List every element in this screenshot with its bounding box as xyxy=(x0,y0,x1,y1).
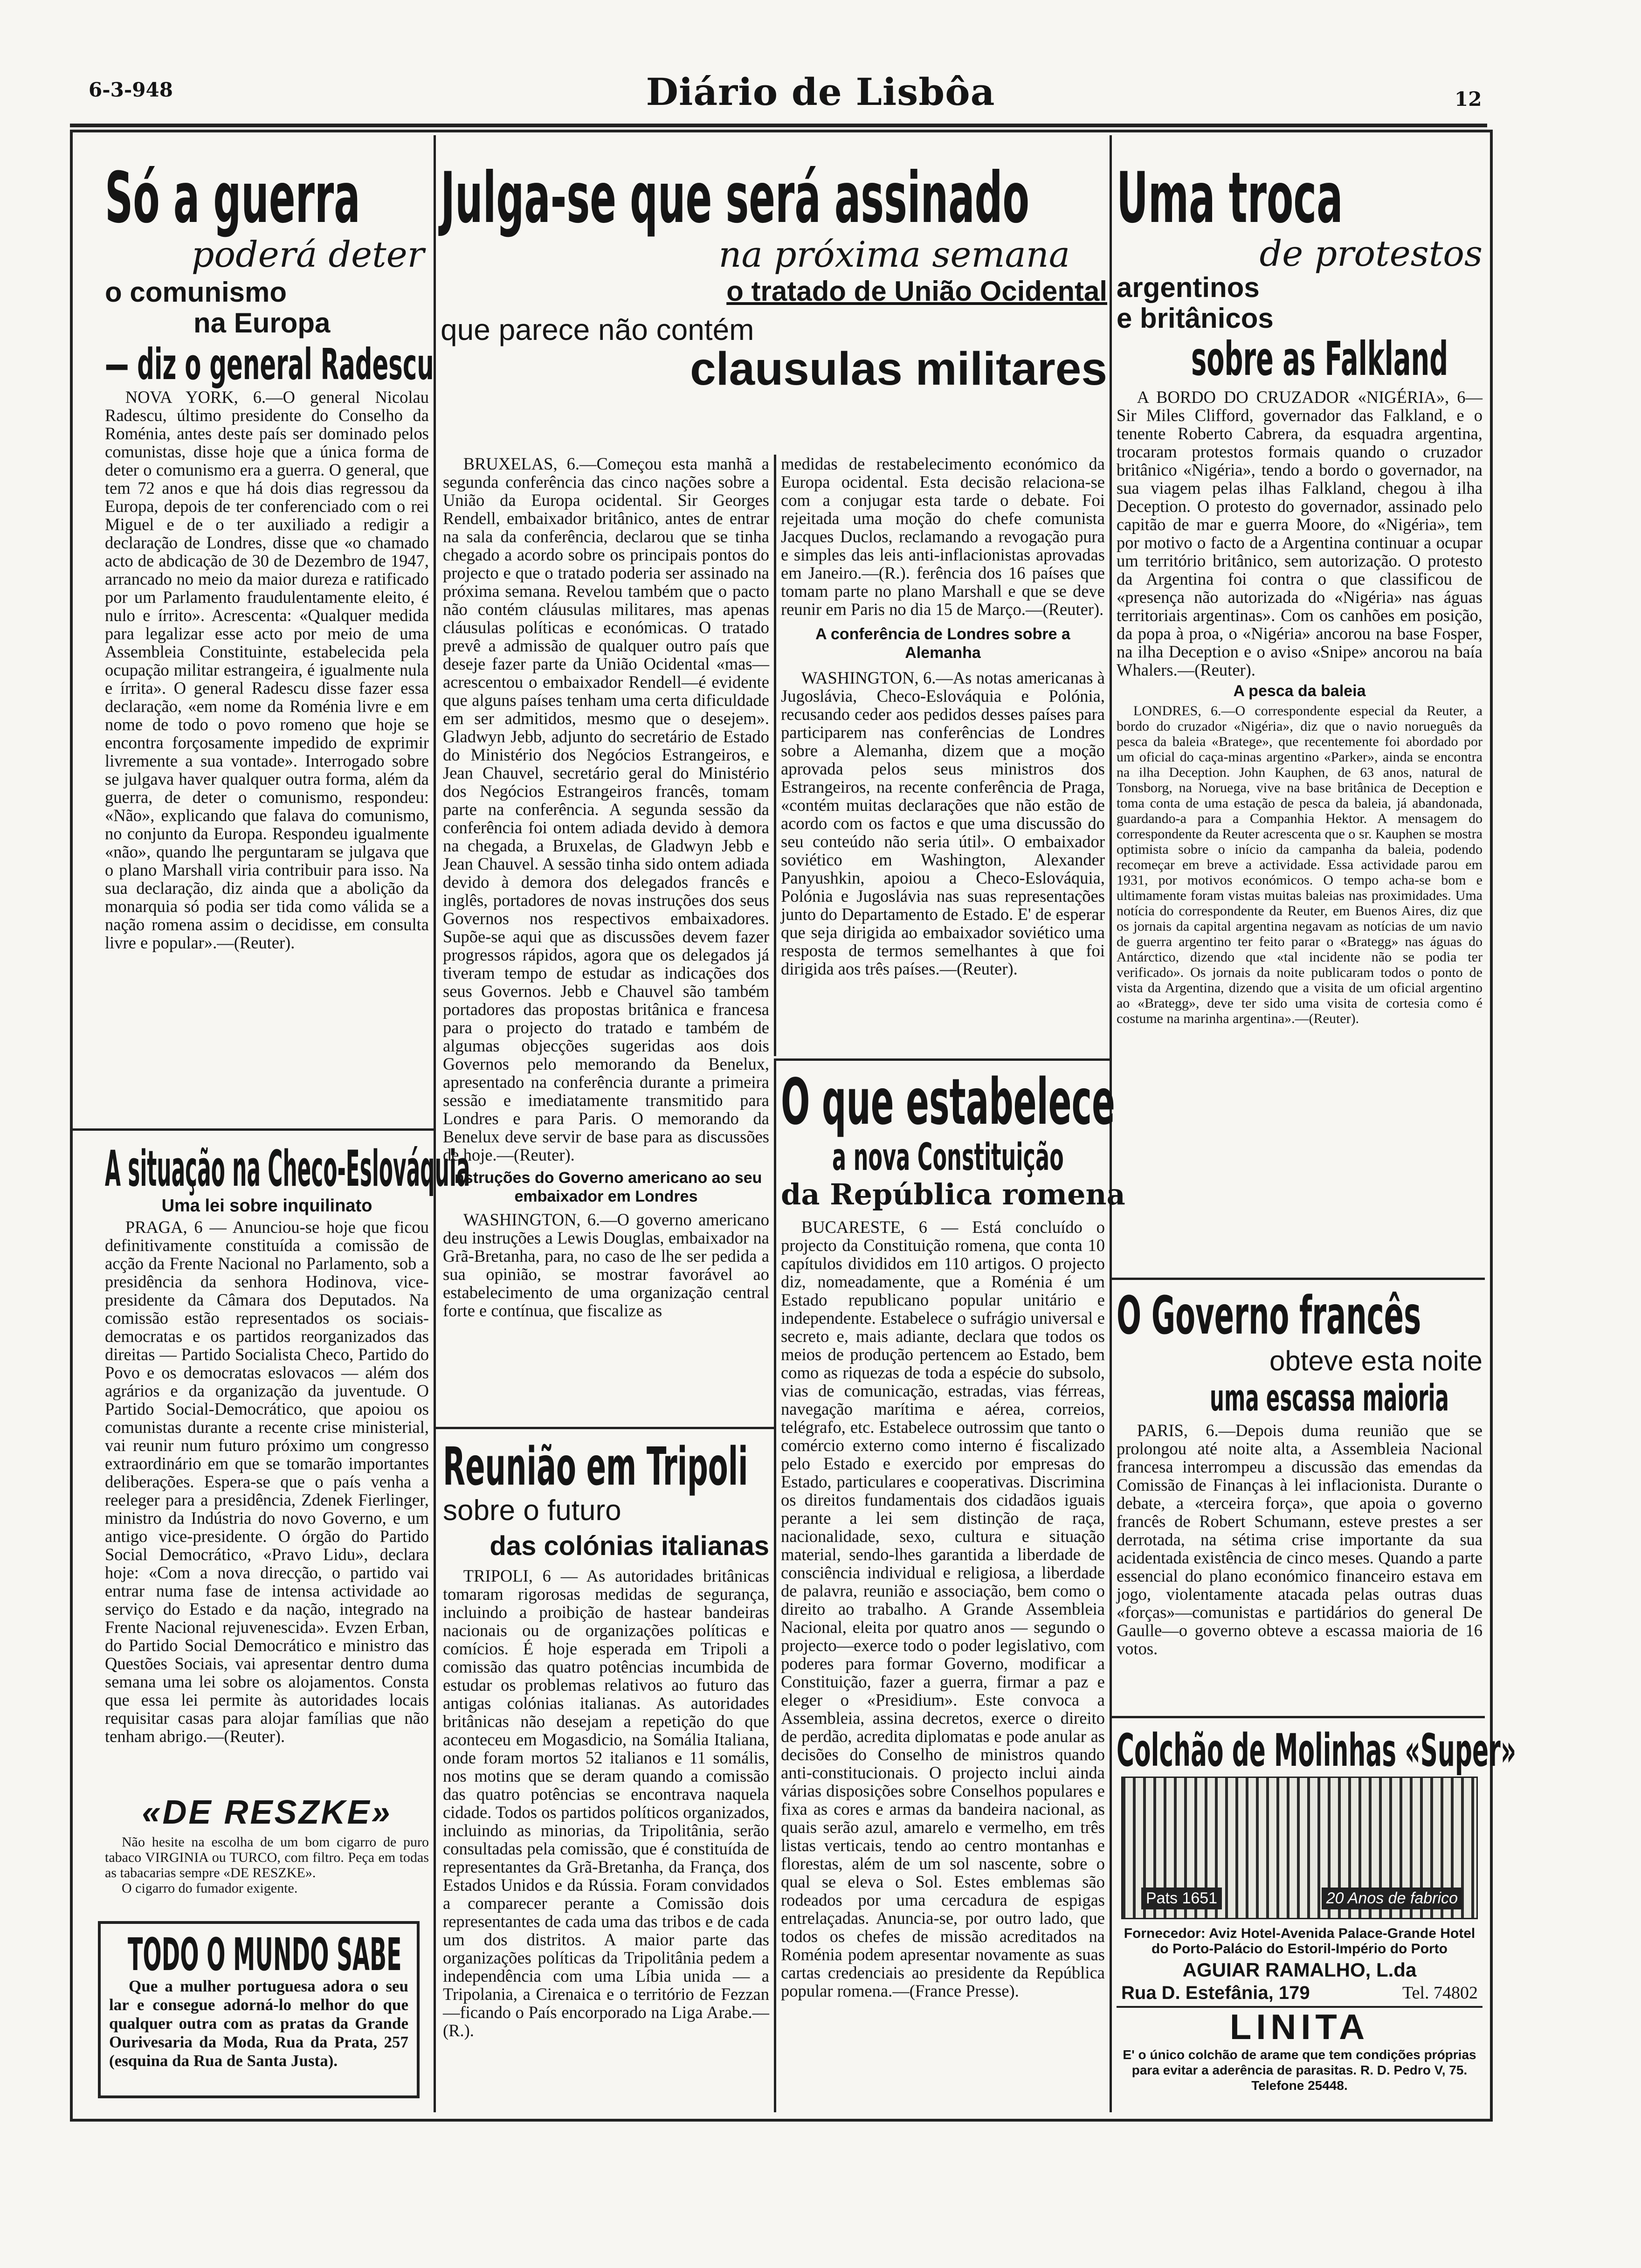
article-radescu-subhead4: — diz o general Radescu xyxy=(105,339,434,389)
article-falkland-subhead: de protestos xyxy=(1259,233,1482,274)
masthead-date: 6-3-948 xyxy=(89,78,173,101)
article-uniao-headline-block xyxy=(441,158,1107,452)
ad-colchao-address: Rua D. Estefânia, 179 xyxy=(1121,1983,1310,2004)
ad-de-reszke-title: «DE RESZKE» xyxy=(142,1794,392,1831)
article-radescu-subhead3: na Europa xyxy=(193,307,331,339)
row-rule-right2 xyxy=(1112,1716,1485,1718)
column-rule-2 xyxy=(774,455,776,1056)
article-checo-headline: A situação na Checo-Eslováquia xyxy=(105,1140,470,1197)
article-romena-body: BUCARESTE, 6 — Está concluído o projecto da Constituição romena, que conta 10 capítulos divididos em 110 artigos. O projecto diz, nomeadamente, que a Roménia é um Estado republicano popular unitário e independente. Estabelece o sufrágio universal e secreto e, mais adiante, declara que todos os meios de produção pertencem ao Estado, bem como as riquezas de toda a espécie do subsolo, vias de comunicação, estradas, vias férreas, navegação marítima e aérea, correios, telégrafo, etc. Estabelece outrossim que tanto o comércio externo como interno é fiscalizado pelo Estado e exercido por empresas do Estado, particulares e cooperativas. Discrimina os direitos fundamentais dos cidadãos iguais perante a lei sem distinção de raça, nacionalidade, sexo, cultura e situação material, sendo-lhes garantida a liberdade de consciência individual e religiosa, a liberdade de palavra, reunião e associação, bem como o direito ao trabalho. A Grande Assembleia Nacional, eleita por quatro anos — segundo o projecto—exerce todo o poder legislativo, com poderes para formar Governo, modificar a Constituição, fazer a guerra, firmar a paz e eleger o «Presidium». Este convoca a Assembleia, assina decretos, exerce o direito de perdão, acredita diplomatas e pode anular as decisões do Conselho de ministros quando anti-constitucionais. O projecto inclui ainda várias disposições sobre Conselhos populares e fixa as cores e armas da bandeira nacional, as quais serão azul, amarelo e vermelho, em três listas verticais, tendo ao centro montanhas e florestas, além de um sol nascente, sobre o qual se eleva o Sol. Estes emblemas são rodeados por uma cercadura de espigas entrelaçadas. Anuncia-se, por outro lado, que todos os chefes de missão acreditados na Roménia podem apresentar novamente as suas cartas credenciais ao presidente da República popular romena.—(France Presse). xyxy=(781,1217,1105,2001)
article-radescu-body: NOVA YORK, 6.—O general Nicolau Radescu, último presidente do Conselho da Roménia, antes deste país ser dominado pelos comunistas, disse hoje que a única forma de deter o comunismo era a guerra. O general, que tem 72 anos e que há dois dias regressou da Europa, depois de ter conferenciado com o rei Miguel e de o ter auxiliado a redigir a declaração de Londres, disse que «o chamado acto de abdicação de 30 de Dezembro de 1947, arrancado no meio da maior dureza e ratificado por um Parlamento fraudulentamente eleito, é nulo e írrito». Acrescenta: «Qualquer medida para legalizar esse acto por meio de uma Assembleia Constituinte, estabelecida pela ocupação militar estrangeira, é igualmente nula e írrita». O general Radescu disse fazer essa declaração, «em nome da Roménia livre e em nome de todo o povo romeno que hoje se encontra forçosamente impedido de exprimir livremente a sua vontade». Interrogado sobre se julgava haver qualquer outra forma, além da guerra, de deter o comunismo, respondeu: «Não», explicando que falava do comunismo, no conjunto da Europa. Respondeu igualmente «não», quando lhe perguntaram se julgava que o plano Marshall viria contribuir para isso. Na sua declaração, diz ainda que a abolição da monarquia só podia ser tida como válida se a nação romena assim o decidisse, em consulta livre e popular».—(Reuter). xyxy=(105,387,429,952)
article-tripoli-body: TRIPOLI, 6 — As autoridades britânicas tomaram rigorosas medidas de segurança, incluindo a proibição de hastear bandeiras nacionais ou de organizações políticas e comícios. É hoje esperada em Tripoli a comissão das quatro potências incumbida de estudar os problemas relativos ao futuro das antigas colónias italianas. As autoridades britânicas não desejam a repetição do que aconteceu em Mogasdicio, na Somália Italiana, onde foram mortos 52 italianos e 11 somális, nos motins que se deram quando a comissão das quatro potências se encontrava naquela cidade. Todos os partidos políticos organizados, incluindo as minorias, da Tripolitânia, serão consultadas pela comissão, que é constituída de representantes da Grã-Bretanha, da França, dos Estados Unidos e da Rússia. Foram convidados a comparecer perante a Comissão dois representantes de cada uma das tribos e de cada um dos distritos. A maior parte das organizações políticas da Tripolitânia pedem a independência com uma Líbia unida — a Tripolania, a Cirenaica e o território de Fezzan—ficando o País encorporado na Liga Arabe.—(R.). xyxy=(443,1566,769,2040)
row-rule-right xyxy=(1112,1278,1485,1280)
article-falkland-body2: LONDRES, 6.—O correspondente especial da Reuter, a bordo do cruzador «Nigéria», diz que o navio norueguês da pesca da baleia «Bratege», que recentemente foi abordado por um oficial do caça-minas argentino «Parker», ainda se encontra na ilha Deception. John Kauphen, de 63 anos, natural de Tonsborg, na Noruega, vive na base britânica de Deception e toma conta de uma estação de pesca da baleia, já abandonada, guardando-a para a Companhia Hektor. A mensagem do correspondente da Reuter acrescenta que o sr. Kauphen se mostra optimista sobre o início da campanha da baleia, podendo recomeçar em breve a actividade. Essa actividade parou em 1931, por motivos económicos. O tempo acha-se bom e ultimamente foram vistas muitas baleias nas proximidades. Uma notícia do correspondente da Reuter, em Buenos Aires, diz que os jornais da capital argentina negavam as notícias de um navio de guerra argentino ter feito parar o «Brategg» nas águas do Antárctico, dizendo que «tal incidente não se podia ter verificado». Os jornais da noite publicaram todos o ponto de vista da Argentina, dizendo que a visita de um oficial argentino ao «Brategg», deve ter sido uma visita de cortesia como é costume na marinha argentina».—(Reuter). xyxy=(1117,703,1482,1026)
ad-de-reszke-body: Não hesite na escolha de um bom cigarro de puro tabaco VIRGINIA ou TURCO, com filtro. Peça em todas as tabacarias sempre «DE RESZKE». xyxy=(105,1834,429,1881)
article-governo-frances-subhead: obteve esta noite xyxy=(1269,1345,1482,1376)
article-uniao-col-right xyxy=(781,455,1105,1056)
article-uniao-body-left2: WASHINGTON, 6.—O governo americano deu instruções a Lewis Douglas, embaixador na Grã-Bretanha, para, no caso de lhe ser pedida a sua opinião, se mostrar favorável ao estabelecimento de uma organização central forte e contínua, que fiscalize as xyxy=(443,1210,769,1320)
article-uniao-headline: Julga-se que será assinado xyxy=(441,158,1029,239)
article-radescu-subhead: poderá deter xyxy=(191,234,424,275)
article-uniao-subhead3: que parece não contém xyxy=(441,312,754,346)
ad-colchao-address-row xyxy=(1121,1983,1478,2003)
article-falkland xyxy=(1117,158,1482,1273)
article-checo-body: PRAGA, 6 — Anunciou-se hoje que ficou definitivamente constituída a comissão de acção da Frente Nacional no Parlamento, sob a presidência da senhora Hodinova, vice-presidente da Câmara dos Deputados. Na comissão estão representados os sociais-democratas e os partidos reorganizados das direitas — Partido Socialista Checo, Partido do Povo e os democratas eslovacos — além dos agrários e da organização da juventude. O Partido Social-Democrático, que apoiou os comunistas durante a recente crise ministerial, vai reunir num futuro próximo um congresso extraordinário em que se tomarão importantes deliberações. Espera-se que o país venha a reeleger para a presidência, Zdenek Fierlinger, ministro da Indústria do novo Governo, e um antigo vice-presidente. O órgão do Partido Social Democrático, «Pravo Lidu», declara hoje: «Com a nova direcção, o partido vai entrar numa fase de intensa actividade ao serviço do Estado e da nação, integrado na Frente Nacional rejuvenescida». Evzen Erban, do Partido Social Democrático e ministro das Questões Sociais, vai apresentar dentro duma semana uma lei sobre os alojamentos. Consta que essa lei permite às autoridades locais requisitar casas para alojar famílias que não tenham abrigo.—(Reuter). xyxy=(105,1217,429,1746)
article-governo-frances-headline: O Governo francês xyxy=(1117,1286,1421,1346)
article-governo-frances xyxy=(1117,1287,1482,1711)
article-uniao-body-right: medidas de restabelecimento económico da Europa ocidental. Esta decisão relaciona-se com a conjugar esta tarde o debate. Foi rejeitada uma moção do chefe comunista Jacques Duclos, reclamando a revogação pura e simples das leis anti-inflacionistas aprovadas em Janeiro.—(R.). ferência dos 16 países que tomam parte no plano Marshall e que se deve reunir em Paris no dia 15 de Março.—(Reuter). xyxy=(781,454,1105,619)
article-tripoli-subhead2: das colónias italianas xyxy=(490,1531,769,1562)
article-tripoli-subhead: sobre o futuro xyxy=(443,1494,621,1527)
ad-de-reszke-tagline: O cigarro do fumador exigente. xyxy=(122,1880,298,1896)
ad-colchao-badge1: Pats 1651 xyxy=(1141,1888,1222,1909)
ad-todo-o-mundo-body: Que a mulher portuguesa adora o seu lar e consegue adorná-lo melhor do que qualquer outra com as pratas da Grande Ourivesaria da Moda, Rua da Prata, 257 (esquina da Rua de Santa Justa). xyxy=(109,1977,408,2070)
article-falkland-headline: Uma troca xyxy=(1117,158,1343,239)
article-uniao-subhead: na próxima semana xyxy=(718,234,1070,275)
article-falkland-subhead3: e britânicos xyxy=(1117,302,1274,334)
article-uniao-body-right2: WASHINGTON, 6.—As notas americanas à Jugoslávia, Checo-Eslováquia e Polónia, recusando ceder aos pedidos desses países para participarem nas conferências de Londres sobre a Alemanha, dizem que a moção aprovada pelos seus ministros dos Estrangeiros, na recente conferência de Praga, «contém muitas declarações que não estão de acordo com os factos e que uma discussão do seu conteúdo não seria útil». O embaixador soviético em Washington, Alexander Panyushkin, apoiou a Checo-Eslováquia, Polónia e Jugoslávia nas suas representações junto do Departamento de Estado. E' de esperar que seja dirigida ao embaixador soviético uma resposta de termos semelhantes à que foi dirigida aos três países.—(Reuter). xyxy=(781,668,1105,978)
article-tripoli xyxy=(443,1436,769,2112)
article-falkland-subhead4: sobre as Falkland xyxy=(1191,331,1448,386)
ad-colchao-badge2: 20 Anos de fabrico xyxy=(1322,1888,1462,1909)
ad-colchao-company: AGUIAR RAMALHO, L.da xyxy=(1182,1959,1417,1981)
ad-todo-o-mundo xyxy=(98,1921,420,2098)
article-uniao-subhead5: Instruções do Governo americano ao seu embaixador em Londres xyxy=(450,1169,762,1205)
article-radescu-subhead2: o comunismo xyxy=(105,276,287,308)
row-rule-mid2 xyxy=(776,1058,1110,1061)
article-romena-headline: O que estabelece xyxy=(781,1065,1115,1139)
ad-colchao-brand: LINITA xyxy=(1117,2006,1482,2047)
article-romena xyxy=(781,1065,1125,2112)
article-romena-subhead2: da República romena xyxy=(781,1177,1125,1211)
article-uniao-body-left: BRUXELAS, 6.—Começou esta manhã a segunda conferência das cinco nações sobre a União da Europa ocidental. Sir Georges Rendell, embaixador britânico, antes de entrar na sala da conferência, declarou que se tinha chegado a acordo sobre os principais pontos do projecto e que o tratado poderia ser assinado na próxima semana. Revelou também que o pacto não contém cláusulas militares, mas apenas cláusulas políticas e económicas. O tratado prevê a admissão de qualquer outro país que deseje fazer parte da União Ocidental «mas—acrescentou o embaixador Rendell—é evidente que alguns países tenham uma certa dificuldade em ser admitidos, mesmo que o desejem». Gladwyn Jebb, adjunto do secretário de Estado do Ministério dos Negócios Estrangeiros, e Jean Chauvel, secretário geral do Ministério dos Negócios Estrangeiros francês, tomam parte na conferência. A segunda sessão da conferência foi ontem adiada devido à demora na chegada, a Bruxelas, de Gladwyn Jebb e Jean Chauvel. A sessão tinha sido ontem adiada devido à demora dos delegados francês e inglês, portadores de novas instruções dos seus Governos nos respectivos embaixadores. Supõe-se aqui que as discussões devem fazer progressos rápidos, agora que os delegados já tiveram tempo de estudar as indicações dos seus Governos. Jebb e Chauvel são também portadores das propostas britânica e francesa para o projecto do tratado e também de algumas objecções sugeridas aos dois Governos pelo memorando da Benelux, apresentado na conferência durante a primeira sessão e imediatamente transmitido para Londres e para Paris. O memorando da Benelux deve servir de base para as discussões de hoje.—(Reuter). xyxy=(443,454,769,1164)
article-falkland-subhead5: A pesca da baleia xyxy=(1233,682,1366,700)
article-tripoli-headline: Reunião em Tripoli xyxy=(443,1437,748,1497)
article-uniao-col-left xyxy=(443,455,769,1424)
article-checo-subhead: Uma lei sobre inquilinato xyxy=(161,1196,372,1216)
article-radescu-headline: Só a guerra xyxy=(105,158,360,239)
mattress-illustration xyxy=(1121,1777,1478,1919)
article-falkland-subhead2: argentinos xyxy=(1117,271,1260,303)
article-governo-frances-subhead2: uma escassa maioria xyxy=(1210,1377,1449,1419)
ad-colchao-tel: Tel. 74802 xyxy=(1402,1983,1478,2003)
column-rule-4 xyxy=(774,1058,776,2112)
article-uniao-subhead4: clausulas militares xyxy=(690,343,1107,395)
ad-colchao xyxy=(1117,1724,1517,2112)
masthead-title: Diário de Lisbôa xyxy=(646,70,995,114)
article-checo xyxy=(105,1138,470,1791)
ad-colchao-supplier: Fornecedor: Aviz Hotel-Avenida Palace-Grande Hotel do Porto-Palácio do Estoril-Império do Porto xyxy=(1124,1926,1476,1957)
article-romena-subhead: a nova Constituição xyxy=(832,1135,1064,1179)
row-rule-left xyxy=(72,1128,434,1131)
article-uniao-subhead2: o tratado de União Ocidental xyxy=(726,275,1107,307)
article-radescu xyxy=(105,158,434,1124)
ad-colchao-footer: E' o único colchão de arame que tem condições próprias para evitar a aderência de parasitas. R. D. Pedro V, 75. Telefone 25448. xyxy=(1123,2047,1476,2093)
article-falkland-body: A BORDO DO CRUZADOR «NIGÉRIA», 6—Sir Miles Clifford, governador das Falkland, e o tenente Roberto Cabrera, da esquadra argentina, trocaram protestos formais quando o cruzador britânico «Nigéria», tendo a bordo o governador, na sua viagem pelas ilhas Falkland, chegou à ilha Deception. O protesto do governador, assinado pelo capitão de mar e guerra Moore, do «Nigéria», tem por motivo o facto de a Argentina continuar a ocupar um território britânico, sem autorização. O protesto da Argentina foi contra o que classificou de «presença não autorizada do «Nigéria» nas águas territoriais argentinas». Com os canhões em posição, da popa à proa, o «Nigéria» ancorou na base Fosper, na ilha Deception e o aviso «Snipe» ancorou na baía Whalers.—(Reuter). xyxy=(1117,387,1482,679)
ad-de-reszke xyxy=(105,1795,429,1912)
top-rule xyxy=(70,124,1487,127)
article-governo-frances-body: PARIS, 6.—Depois duma reunião que se prolongou até noite alta, a Assembleia Nacional francesa interrompeu a discussão das emendas da Comissão de Finanças à lei inflacionista. Durante o debate, a «terceira força», que apoia o governo francês de Robert Schumann, esteve prestes a ser derrotada, na sétima crise importante da sua acidentada existência de cinco meses. Quando a parte essencial do plano económico financeiro estava em jogo, violentamente atacada pelas outras duas «forças»—comunistas e partidários do general De Gaulle—o governo obteve a escassa maioria de 16 votos. xyxy=(1117,1421,1482,1658)
column-rule-1 xyxy=(434,135,436,2112)
ad-todo-o-mundo-title: TODO O MUNDO SABE xyxy=(128,1929,402,1981)
row-rule-mid xyxy=(436,1427,774,1429)
article-uniao-subhead6: A conferência de Londres sobre a Alemanha xyxy=(815,625,1070,662)
page-number: 12 xyxy=(1455,88,1482,111)
ad-colchao-title: Colchão de Molinhas «Super» xyxy=(1117,1724,1517,1777)
